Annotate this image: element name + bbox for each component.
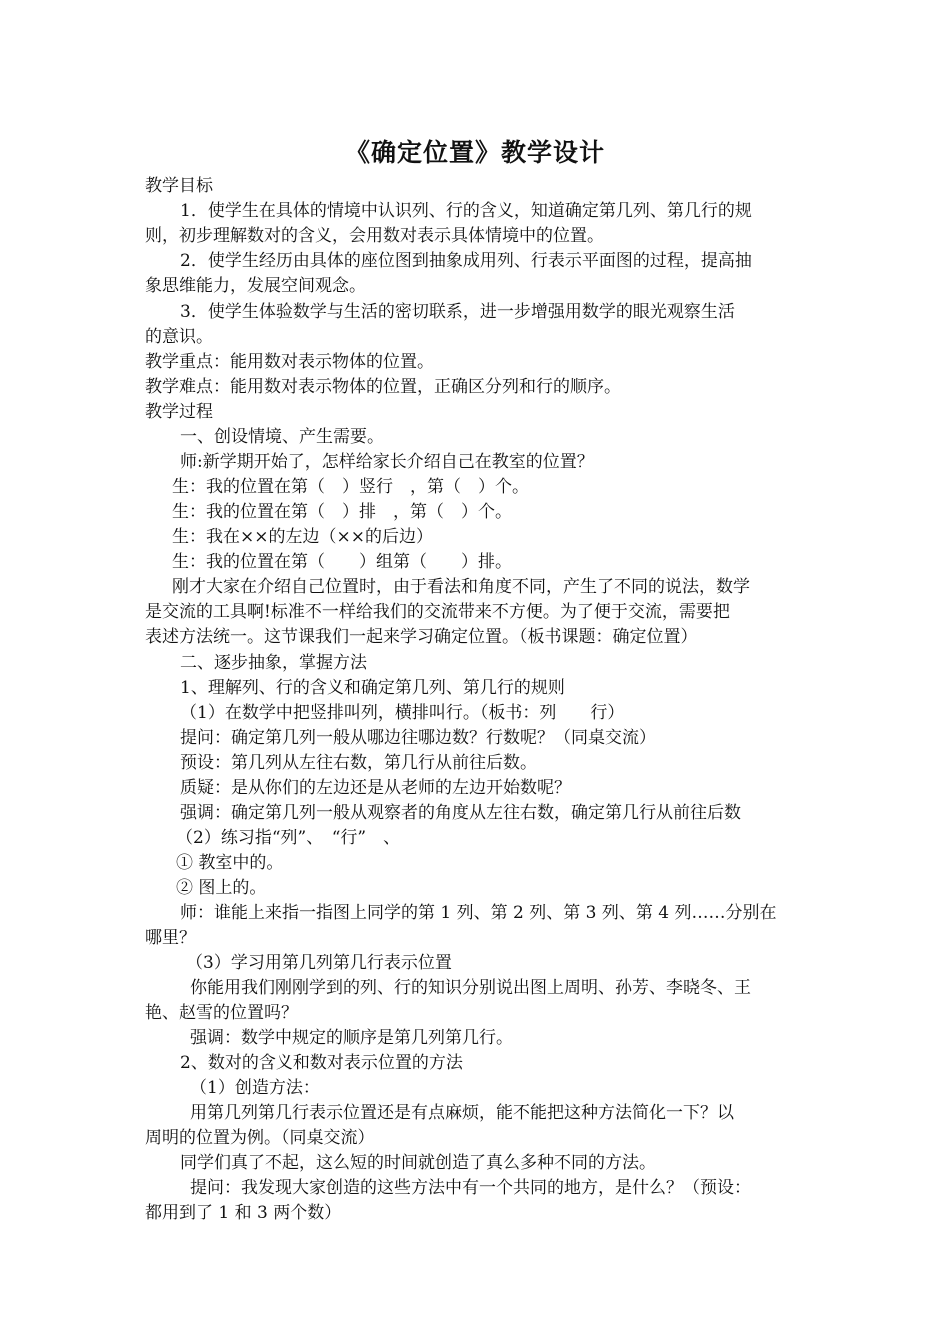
paragraph-line: 都用到了 1 和 3 两个数） xyxy=(145,1203,342,1223)
paragraph-line: 生：我的位置在第（ ）排 ，第（ ）个。 xyxy=(172,502,512,522)
paragraph-line: 的意识。 xyxy=(145,327,213,347)
paragraph-line: 一、创设情境、产生需要。 xyxy=(180,427,384,447)
paragraph-line: （1）创造方法： xyxy=(190,1078,320,1098)
paragraph-line: 提问：确定第几列一般从哪边往哪边数？行数呢？（同桌交流） xyxy=(180,728,656,748)
paragraph-line: 生：我的位置在第（ ）组第（ ）排。 xyxy=(172,552,512,572)
paragraph-line: 师:新学期开始了，怎样给家长介绍自己在教室的位置？ xyxy=(180,452,594,472)
paragraph-line: ② 图上的。 xyxy=(176,878,267,898)
paragraph-line: 刚才大家在介绍自己位置时，由于看法和角度不同，产生了不同的说法，数学 xyxy=(172,577,750,597)
paragraph-line: 2．使学生经历由具体的座位图到抽象成用列、行表示平面图的过程，提高抽 xyxy=(180,251,752,271)
paragraph-line: 二、逐步抽象，掌握方法 xyxy=(180,653,367,673)
document-title: 《确定位置》教学设计 xyxy=(344,138,605,167)
paragraph-line: 生：我的位置在第（ ）竖行 ，第（ ）个。 xyxy=(172,477,529,497)
paragraph-line: 你能用我们刚刚学到的列、行的知识分别说出图上周明、孙芳、李晓冬、王 xyxy=(190,978,751,998)
paragraph-line: 则，初步理解数对的含义，会用数对表示具体情境中的位置。 xyxy=(145,226,604,246)
paragraph-line: 提问：我发现大家创造的这些方法中有一个共同的地方，是什么？（预设： xyxy=(190,1178,751,1198)
paragraph-line: 师：谁能上来指一指图上同学的第 1 列、第 2 列、第 3 列、第 4 列……分别在 xyxy=(180,903,777,923)
paragraph-line: 强调：确定第几列一般从观察者的角度从左往右数，确定第几行从前往后数 xyxy=(180,803,741,823)
section-heading: 教学目标 xyxy=(145,176,213,196)
paragraph-line: 强调：数学中规定的顺序是第几列第几行。 xyxy=(190,1028,513,1048)
paragraph-line: ① 教室中的。 xyxy=(176,853,284,873)
paragraph-line: 哪里？ xyxy=(145,928,196,948)
paragraph-line: 用第几列第几行表示位置还是有点麻烦，能不能把这种方法简化一下？以 xyxy=(190,1103,734,1123)
paragraph-line: 是交流的工具啊!标准不一样给我们的交流带来不方便。为了便于交流，需要把 xyxy=(145,602,730,622)
paragraph-line: 3．使学生体验数学与生活的密切联系，进一步增强用数学的眼光观察生活 xyxy=(180,302,735,322)
paragraph-line: 表述方法统一。这节课我们一起来学习确定位置。（板书课题：确定位置） xyxy=(145,627,698,647)
section-heading: 教学过程 xyxy=(145,402,213,422)
paragraph-line: （2）练习指“列”、 “行” 、 xyxy=(176,828,401,848)
paragraph-line: 生：我在××的左边（××的后边） xyxy=(172,527,433,547)
paragraph-line: 2、数对的含义和数对表示位置的方法 xyxy=(180,1053,463,1073)
paragraph-line: （3）学习用第几列第几行表示位置 xyxy=(186,953,452,973)
paragraph-line: 1、理解列、行的含义和确定第几列、第几行的规则 xyxy=(180,678,565,698)
paragraph-line: 预设：第几列从左往右数，第几行从前往后数。 xyxy=(180,753,537,773)
paragraph-line: 象思维能力，发展空间观念。 xyxy=(145,276,366,296)
paragraph-line: 教学重点：能用数对表示物体的位置。 xyxy=(145,352,434,372)
paragraph-line: 艳、赵雪的位置吗？ xyxy=(145,1003,298,1023)
paragraph-line: 质疑：是从你们的左边还是从老师的左边开始数呢？ xyxy=(180,778,571,798)
paragraph-line: 教学难点：能用数对表示物体的位置，正确区分列和行的顺序。 xyxy=(145,377,621,397)
paragraph-line: 同学们真了不起，这么短的时间就创造了真么多种不同的方法。 xyxy=(180,1153,656,1173)
paragraph-line: 周明的位置为例。（同桌交流） xyxy=(145,1128,375,1148)
paragraph-line: 1．使学生在具体的情境中认识列、行的含义，知道确定第几列、第几行的规 xyxy=(180,201,752,221)
paragraph-line: （1）在数学中把竖排叫列，横排叫行。（板书：列 行） xyxy=(180,703,625,723)
